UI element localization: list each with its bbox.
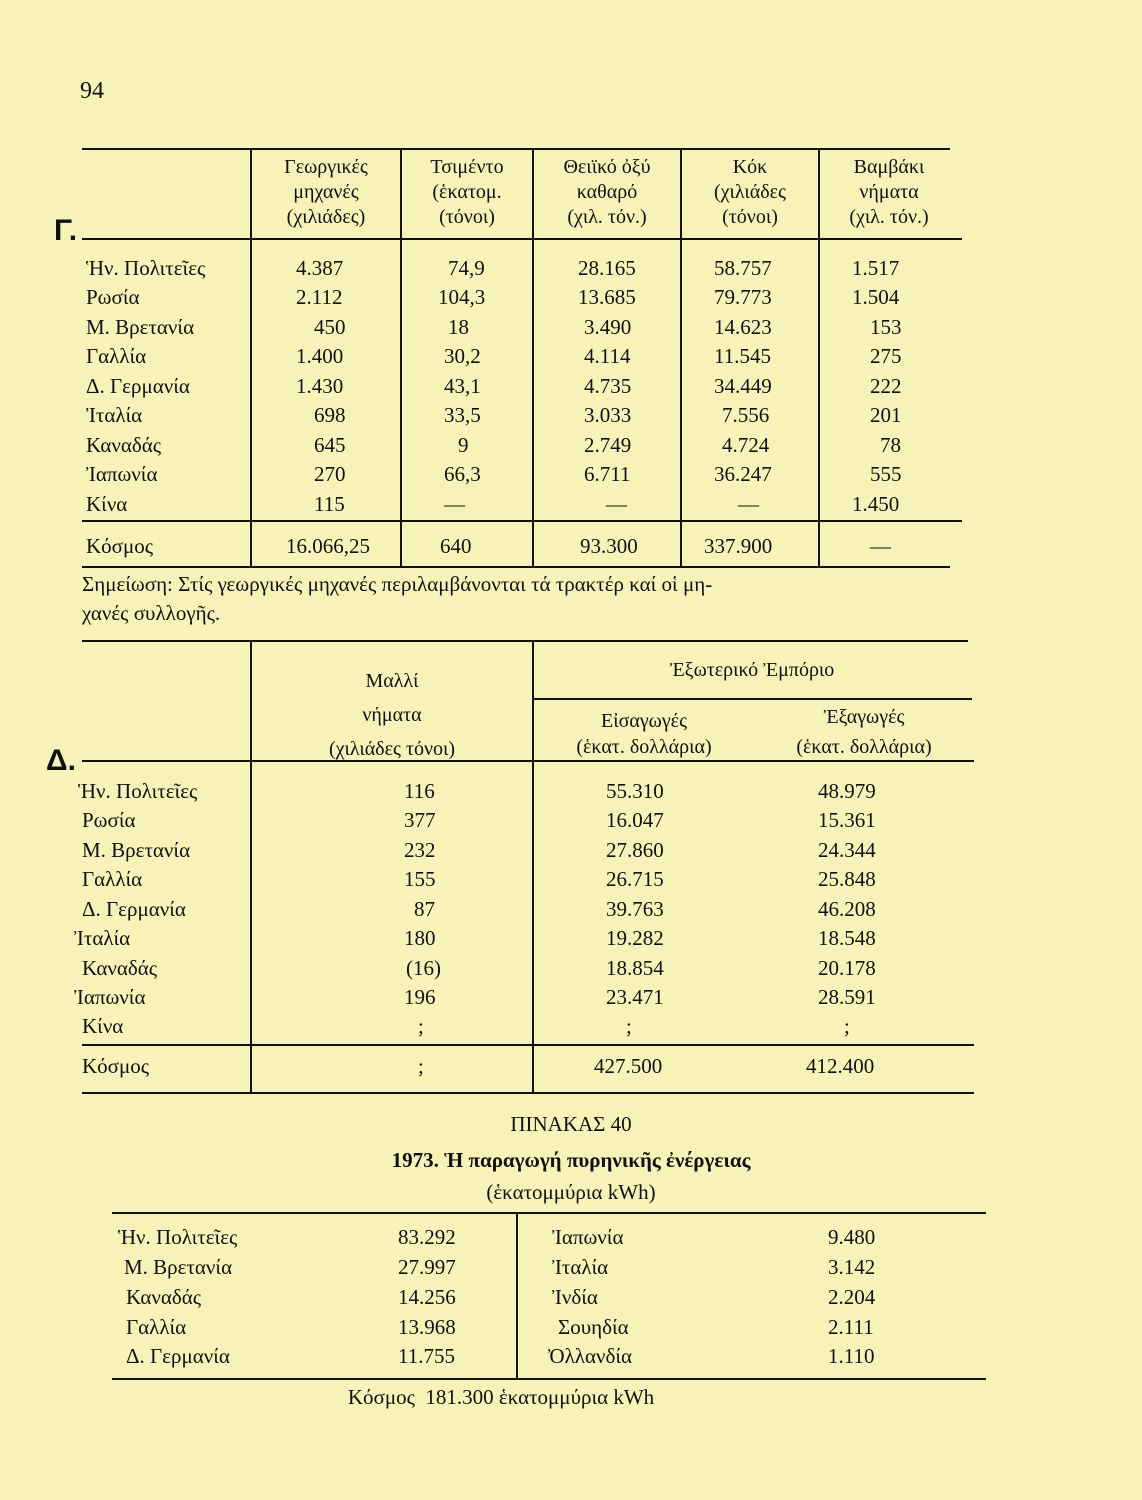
header-line: (τόνοι) bbox=[439, 206, 495, 228]
table-d-total-rule bbox=[82, 1044, 974, 1046]
cell-value: 55.310 bbox=[606, 779, 664, 803]
cell-value: 20.178 bbox=[818, 956, 876, 980]
cell-value: 698 bbox=[314, 403, 346, 427]
country-name: Δ. Γερμανία bbox=[86, 374, 190, 398]
note bbox=[82, 570, 952, 628]
country-name: Κίνα bbox=[86, 492, 128, 516]
cell-value: 16.066,25 bbox=[286, 534, 370, 558]
cell-value: ; bbox=[418, 1014, 424, 1038]
country-name: Ἡν. Πολιτεῖες bbox=[118, 1225, 238, 1249]
table-g-header-rule bbox=[82, 238, 962, 240]
country-name: Μ. Βρετανία bbox=[86, 315, 195, 339]
country-name: Σουηδία bbox=[558, 1315, 629, 1339]
cell-value: 196 bbox=[404, 985, 436, 1009]
header-line: Εἰσαγωγές bbox=[600, 710, 687, 732]
country-name: Γαλλία bbox=[82, 867, 143, 891]
cell-value: — bbox=[738, 492, 759, 516]
header-wool-yarn bbox=[252, 664, 532, 766]
header-line: (ἑκατ. δολλάρια) bbox=[576, 736, 712, 758]
cell-value: 18 bbox=[448, 315, 469, 339]
note-text: χανές συλλογῆς. bbox=[82, 601, 221, 625]
cell-value: 1.430 bbox=[296, 374, 344, 398]
cell-value: 427.500 bbox=[594, 1054, 663, 1078]
cell-value: 1.400 bbox=[296, 344, 344, 368]
header-line: Ἐξαγωγές bbox=[823, 706, 905, 728]
header-line: καθαρό bbox=[576, 181, 638, 203]
cell-value: 27.860 bbox=[606, 838, 664, 862]
cell-value: 232 bbox=[404, 838, 436, 862]
cell-value: 11.545 bbox=[714, 344, 771, 368]
header-line: μηχανές bbox=[293, 181, 359, 203]
header-line: (ἑκατ. δολλάρια) bbox=[796, 736, 932, 758]
cell-value: 13.685 bbox=[578, 285, 636, 309]
cell-value: 48.979 bbox=[818, 779, 876, 803]
header-line: Κόκ bbox=[732, 156, 768, 178]
cell-value: 180 bbox=[404, 926, 436, 950]
country-name: Ὀλλανδία bbox=[548, 1344, 633, 1368]
header-line: Γεωργικές bbox=[284, 156, 368, 178]
cell-value: 4.724 bbox=[722, 433, 770, 457]
cell-value: 4.114 bbox=[584, 344, 631, 368]
header-line: (χιλ. τόν.) bbox=[849, 206, 929, 228]
country-name: Καναδάς bbox=[86, 433, 162, 457]
cell-value: 337.900 bbox=[704, 534, 773, 558]
cell-value: 450 bbox=[314, 315, 346, 339]
table-40-unit: (ἑκατομμύρια kWh) bbox=[486, 1180, 656, 1204]
country-name: Ρωσία bbox=[82, 808, 136, 832]
cell-value: — bbox=[444, 492, 465, 516]
country-name: Δ. Γερμανία bbox=[126, 1344, 230, 1368]
section-label-d: Δ. bbox=[46, 744, 76, 777]
cell-value: 15.361 bbox=[818, 808, 876, 832]
table-40-title: 1973. Ἡ παραγωγή πυρηνικῆς ἐνέργειας bbox=[391, 1148, 751, 1172]
cell-value: 6.711 bbox=[584, 462, 631, 486]
cell-value: 1.450 bbox=[852, 492, 900, 516]
note-label: Σημείωση: bbox=[82, 572, 173, 596]
country-name: Γαλλία bbox=[86, 344, 147, 368]
country-name: Ἡν. Πολιτεῖες bbox=[86, 256, 206, 280]
table-40-top-rule bbox=[112, 1212, 986, 1214]
cell-value: 28.591 bbox=[818, 985, 876, 1009]
section-label-g: Γ. bbox=[54, 214, 78, 247]
table-g-total-rule bbox=[82, 520, 962, 522]
cell-value: 640 bbox=[440, 534, 472, 558]
country-name: Ἰταλία bbox=[86, 403, 143, 427]
cell-value: — bbox=[606, 492, 627, 516]
country-name: Κόσμος bbox=[82, 1054, 150, 1078]
cell-value: 275 bbox=[870, 344, 902, 368]
cell-value: 4.735 bbox=[584, 374, 632, 398]
cell-value: 2.204 bbox=[828, 1285, 876, 1309]
header-line: Τσιμέντο bbox=[430, 156, 504, 178]
cell-value: 9.480 bbox=[828, 1225, 876, 1249]
cell-value: 33,5 bbox=[444, 403, 481, 427]
country-name: Ἰαπωνία bbox=[552, 1225, 624, 1249]
header-line: (χιλιάδες bbox=[714, 181, 786, 203]
cell-value: 115 bbox=[314, 492, 345, 516]
cell-value: ; bbox=[844, 1014, 850, 1038]
cell-value: 34.449 bbox=[714, 374, 772, 398]
country-name: Κόσμος bbox=[86, 534, 154, 558]
cell-value: 1.110 bbox=[828, 1344, 875, 1368]
header-agri-machines bbox=[252, 155, 400, 230]
header-sulfuric-acid bbox=[534, 155, 680, 230]
cell-value: 201 bbox=[870, 403, 902, 427]
country-name: Ἰαπωνία bbox=[74, 985, 146, 1009]
country-name: Ἡν. Πολιτεῖες bbox=[78, 779, 198, 803]
header-coke bbox=[682, 155, 818, 230]
country-name: Ἰαπωνία bbox=[86, 462, 158, 486]
header-cement bbox=[402, 155, 532, 230]
cell-value: 13.968 bbox=[398, 1315, 456, 1339]
header-line: (τόνοι) bbox=[722, 206, 778, 228]
cell-value: 14.623 bbox=[714, 315, 772, 339]
header-line: (ἑκατομ. bbox=[432, 181, 502, 203]
cell-value: 18.854 bbox=[606, 956, 664, 980]
header-exports bbox=[754, 702, 974, 762]
cell-value: 2.749 bbox=[584, 433, 632, 457]
cell-value: 74,9 bbox=[448, 256, 485, 280]
cell-value: 222 bbox=[870, 374, 902, 398]
cell-value: 83.292 bbox=[398, 1225, 456, 1249]
cell-value: 2.111 bbox=[828, 1315, 874, 1339]
cell-value: 14.256 bbox=[398, 1285, 456, 1309]
country-name: Καναδάς bbox=[82, 956, 158, 980]
cell-value: 153 bbox=[870, 315, 902, 339]
cell-value: 25.848 bbox=[818, 867, 876, 891]
cell-value: 26.715 bbox=[606, 867, 664, 891]
cell-value: 36.247 bbox=[714, 462, 772, 486]
cell-value: 87 bbox=[414, 897, 435, 921]
cell-value: 24.344 bbox=[818, 838, 876, 862]
country-name: Γαλλία bbox=[126, 1315, 187, 1339]
table-40-label: ΠΙΝΑΚΑΣ 40 bbox=[510, 1112, 632, 1136]
country-name: Δ. Γερμανία bbox=[82, 897, 186, 921]
table-40-col-divider bbox=[516, 1212, 518, 1378]
cell-value: 16.047 bbox=[606, 808, 664, 832]
cell-value: 3.490 bbox=[584, 315, 632, 339]
cell-value: 11.755 bbox=[398, 1344, 455, 1368]
table-40-bottom-rule bbox=[112, 1378, 986, 1380]
header-line: νήματα bbox=[362, 704, 422, 726]
country-name: Ρωσία bbox=[86, 285, 140, 309]
cell-value: 39.763 bbox=[606, 897, 664, 921]
cell-value: 93.300 bbox=[580, 534, 638, 558]
header-imports bbox=[534, 708, 754, 760]
cell-value: (16) bbox=[406, 956, 441, 980]
country-name: Μ. Βρετανία bbox=[82, 838, 191, 862]
cell-value: 23.471 bbox=[606, 985, 664, 1009]
cell-value: 43,1 bbox=[444, 374, 481, 398]
table-d-top-rule bbox=[82, 640, 968, 642]
country-name: Καναδάς bbox=[126, 1285, 202, 1309]
cell-value: 30,2 bbox=[444, 344, 481, 368]
cell-value: 1.517 bbox=[852, 256, 900, 280]
cell-value: 116 bbox=[404, 779, 435, 803]
header-line: Βαμβάκι bbox=[853, 156, 925, 178]
cell-value: 4.387 bbox=[296, 256, 344, 280]
cell-value: 28.165 bbox=[578, 256, 636, 280]
cell-value: 1.504 bbox=[852, 285, 900, 309]
cell-value: 3.142 bbox=[828, 1255, 876, 1279]
header-line: νήματα bbox=[859, 181, 919, 203]
cell-value: 78 bbox=[880, 433, 901, 457]
cell-value: 79.773 bbox=[714, 285, 772, 309]
cell-value: 104,3 bbox=[438, 285, 486, 309]
cell-value: ; bbox=[626, 1014, 632, 1038]
cell-value: — bbox=[870, 534, 891, 558]
cell-value: 7.556 bbox=[722, 403, 770, 427]
cell-value: 377 bbox=[404, 808, 436, 832]
cell-value: 19.282 bbox=[606, 926, 664, 950]
cell-value: 2.112 bbox=[296, 285, 343, 309]
cell-value: 3.033 bbox=[584, 403, 632, 427]
header-line: Θειϊκό ὀξύ bbox=[563, 156, 651, 178]
country-name: Ἰταλία bbox=[552, 1255, 609, 1279]
cell-value: ; bbox=[418, 1054, 424, 1078]
header-line: (χιλιάδες τόνοι) bbox=[328, 738, 456, 760]
cell-value: 270 bbox=[314, 462, 346, 486]
country-name: Ἰνδία bbox=[552, 1285, 598, 1309]
country-name: Ἰταλία bbox=[74, 926, 131, 950]
cell-value: 9 bbox=[458, 433, 469, 457]
cell-value: 18.548 bbox=[818, 926, 876, 950]
table-d-subheader-rule bbox=[532, 698, 972, 700]
header-line: (χιλ. τόν.) bbox=[567, 206, 647, 228]
cell-value: 412.400 bbox=[806, 1054, 875, 1078]
header-cotton-yarn bbox=[820, 155, 958, 230]
country-name: Κίνα bbox=[82, 1014, 124, 1038]
cell-value: 66,3 bbox=[444, 462, 481, 486]
cell-value: 555 bbox=[870, 462, 902, 486]
cell-value: 155 bbox=[404, 867, 436, 891]
header-foreign-trade: Ἐξωτερικό Ἐμπόριο bbox=[669, 659, 835, 681]
page-number: 94 bbox=[80, 78, 104, 104]
table-d-bottom-rule bbox=[82, 1092, 974, 1094]
cell-value: 27.997 bbox=[398, 1255, 456, 1279]
cell-value: 46.208 bbox=[818, 897, 876, 921]
cell-value: 58.757 bbox=[714, 256, 772, 280]
note-text: Στίς γεωργικές μηχανές περιλαμβάνονται τά τρακτέρ καί οἱ μη- bbox=[178, 572, 713, 596]
table-40-total: Κόσμος 181.300 ἑκατομμύρια kWh bbox=[347, 1385, 655, 1409]
header-line: Μαλλί bbox=[365, 670, 419, 692]
country-name: Μ. Βρετανία bbox=[124, 1255, 233, 1279]
header-line: (χιλιάδες) bbox=[286, 206, 366, 228]
cell-value: 645 bbox=[314, 433, 346, 457]
